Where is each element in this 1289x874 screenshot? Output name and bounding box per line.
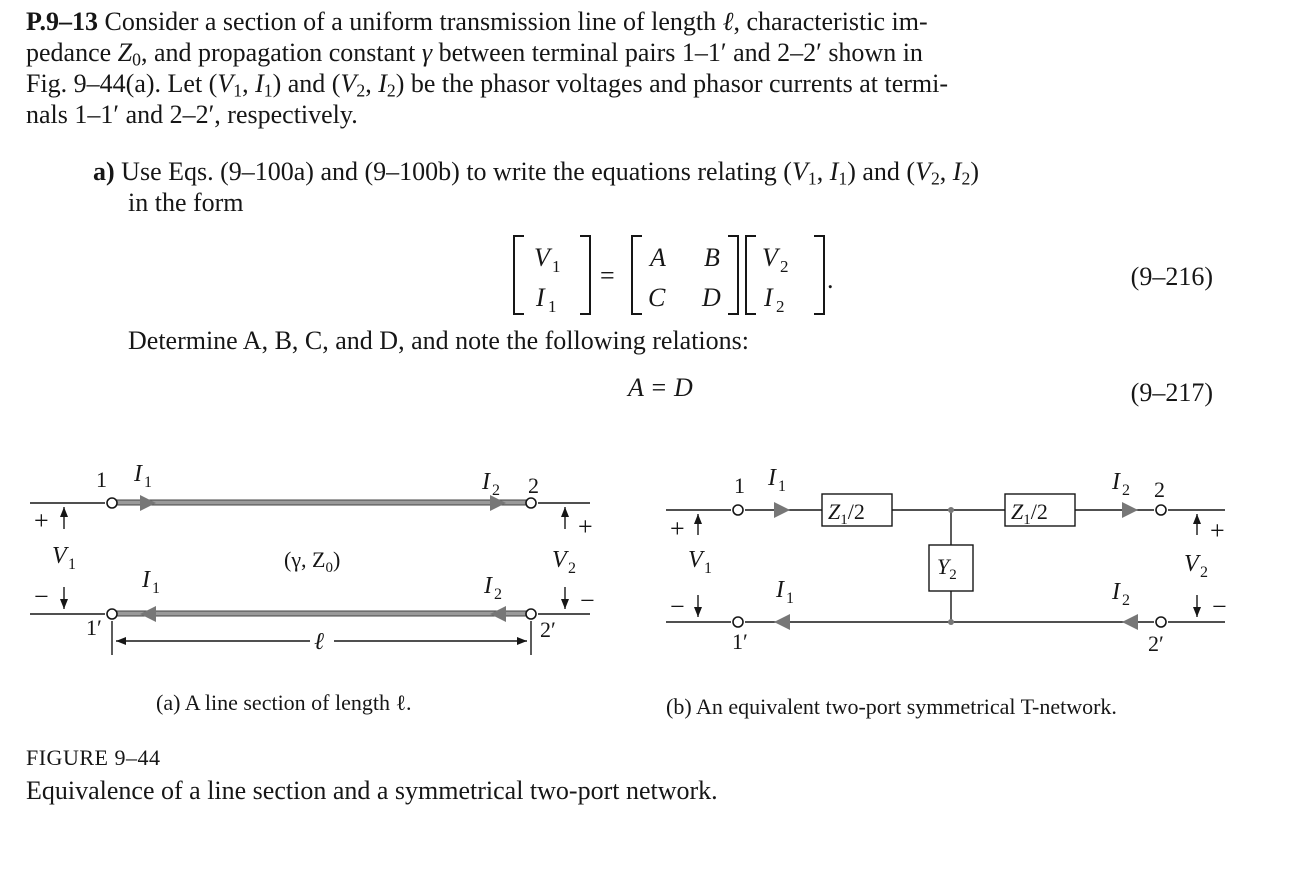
fig-b-arrow-i2-top <box>1122 502 1138 518</box>
fig-a-plus-left: + <box>34 506 49 535</box>
figure-b-caption: (b) An equivalent two-port symmetrical T-network. <box>666 694 1117 719</box>
fig-b-minus-left: − <box>670 592 685 621</box>
line-top <box>107 495 536 511</box>
z-left-label: $Z_1/2$ <box>828 499 865 528</box>
fig-a-term2: 2 <box>528 473 539 498</box>
fig-b-plus-right: + <box>1210 516 1225 545</box>
fig-a-minus-left: − <box>34 582 49 611</box>
fig-a-i1-top: I <box>134 461 142 487</box>
problem-number: P.9–13 <box>26 7 98 36</box>
fig-a-i1-bottom: I <box>142 567 150 593</box>
bracket-right-close <box>814 236 824 314</box>
fig-b-term1: 1 <box>734 473 745 498</box>
part-a-determine: Determine A, B, C, and D, and note the following relations: <box>128 326 749 355</box>
matrix-equation <box>500 228 840 320</box>
fig-b-i2-bottom: I <box>1112 579 1120 605</box>
svg-text:1: 1 <box>68 556 76 573</box>
bracket-left-open <box>514 236 524 314</box>
fig-b-term2p: 2′ <box>1148 631 1164 656</box>
svg-text:2: 2 <box>776 297 785 316</box>
fig-b-plus-left: + <box>670 514 685 543</box>
bracket-left-close <box>580 236 590 314</box>
part-a-line2: in the form <box>128 188 244 217</box>
fig-b-v1: V <box>688 547 703 573</box>
bracket-matrix-close <box>728 236 738 314</box>
figure-a-caption: (a) A line section of length ℓ. <box>156 690 412 715</box>
fig-b-v2: V <box>1184 551 1199 577</box>
fig-b-arrow-i1-top <box>774 502 790 518</box>
svg-text:2: 2 <box>494 586 502 603</box>
fig-b-i1-top: I <box>768 465 776 491</box>
part-a: a) Use Eqs. (9–100a) and (9–100b) to write the equations relating ($V_1$, $I_1$) and ($V_2$, $I_2$) <box>93 157 979 189</box>
svg-text:2: 2 <box>568 560 576 577</box>
fig-b-arrow-i1-bottom <box>774 614 790 630</box>
fig-a-term1p: 1′ <box>86 615 102 640</box>
problem-statement: P.9–13 Consider a section of a uniform transmission line of length ℓ, characteristic im- pedance $Z_0$, and propagation constant γ between terminal pairs 1–1′ and 2–2′ shown in Fig. 9–44(a). Let ($V_1$, $I_1$) and ($V_2$, $I_2$) be the phasor voltages and phasor currents at termi- nals 1–1′ and 2–2′, respectively. <box>26 7 949 129</box>
svg-text:1: 1 <box>552 257 561 276</box>
matrix-equals: = <box>600 261 615 290</box>
fig-a-length: ℓ <box>314 629 324 655</box>
fig-b-minus-right: − <box>1212 592 1227 621</box>
fig-a-minus-right: − <box>580 586 595 615</box>
arrow-i1-bottom <box>140 606 156 622</box>
arrow-i2-bottom <box>490 606 506 622</box>
matrix-a: A <box>650 243 666 272</box>
fig-a-plus-right: + <box>578 512 593 541</box>
fig-a-v2: V <box>552 547 567 573</box>
matrix-v1: V <box>534 243 550 272</box>
matrix-i1: I <box>536 283 545 312</box>
svg-text:2: 2 <box>492 482 500 499</box>
fig-a-v1: V <box>52 543 67 569</box>
fig-a-i2-top: I <box>482 469 490 495</box>
part-a-label: a) <box>93 157 115 186</box>
line-bottom <box>107 606 536 622</box>
svg-text:2: 2 <box>780 257 789 276</box>
figure-b-diagram <box>650 455 1250 685</box>
y-label: $Y_2$ <box>937 554 957 583</box>
fig-a-term1: 1 <box>96 467 107 492</box>
z-right-label: $Z_1/2$ <box>1011 499 1048 528</box>
svg-text:1: 1 <box>144 474 152 491</box>
svg-text:.: . <box>827 265 834 294</box>
fig-a-params: (γ, $Z_0$) <box>284 547 341 576</box>
svg-text:2: 2 <box>1122 592 1130 609</box>
fig-a-i2-bottom: I <box>484 573 492 599</box>
bracket-matrix-open <box>632 236 642 314</box>
fig-b-i1-bottom: I <box>776 577 784 603</box>
fig-b-term2: 2 <box>1154 477 1165 502</box>
arrow-i1-top <box>140 495 156 511</box>
svg-text:1: 1 <box>786 590 794 607</box>
matrix-c: C <box>648 283 666 312</box>
fig-b-i2-top: I <box>1112 469 1120 495</box>
fig-b-term1p: 1′ <box>732 629 748 654</box>
svg-text:1: 1 <box>704 560 712 577</box>
svg-text:2: 2 <box>1122 482 1130 499</box>
svg-text:2: 2 <box>1200 564 1208 581</box>
svg-text:1: 1 <box>152 580 160 597</box>
figure-label: FIGURE 9–44 <box>26 745 161 770</box>
svg-text:1: 1 <box>548 297 557 316</box>
figure-title: Equivalence of a line section and a symmetrical two-port network. <box>26 776 718 805</box>
figure-a-diagram <box>0 455 640 685</box>
matrix-b: B <box>704 243 720 272</box>
bracket-right-open <box>746 236 756 314</box>
fig-a-term2p: 2′ <box>540 617 556 642</box>
equation-number-217: (9–217) <box>1130 378 1213 407</box>
equation-217: A = D <box>628 373 693 402</box>
matrix-d: D <box>702 283 721 312</box>
svg-text:1: 1 <box>778 478 786 495</box>
matrix-v2: V <box>762 243 778 272</box>
equation-number-216: (9–216) <box>1130 262 1213 291</box>
matrix-i2: I <box>764 283 773 312</box>
fig-b-arrow-i2-bottom <box>1122 614 1138 630</box>
